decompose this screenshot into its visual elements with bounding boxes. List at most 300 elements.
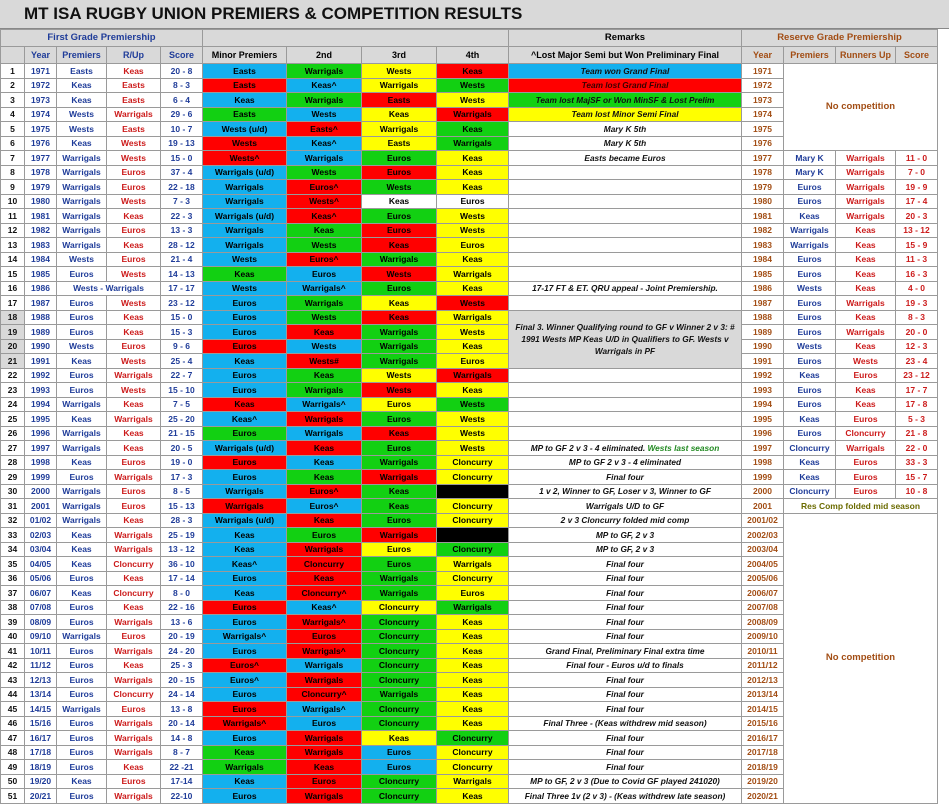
remark-cell: 2 v 3 Cloncurry folded mid comp [509, 513, 742, 528]
remark-cell: Final four - Euros u/d to finals [509, 658, 742, 673]
premiers-cell: Euros [57, 673, 107, 688]
reserve-year-cell: 1975 [742, 122, 784, 137]
fourth-place-cell: Keas [437, 702, 509, 717]
score-cell: 22 - 18 [161, 180, 203, 195]
remark-note: Wests last season [647, 442, 720, 453]
second-place-cell: Keas [287, 470, 362, 485]
premiers-cell: Wests - Warrigals [57, 281, 161, 296]
second-place-cell: Euros [287, 629, 362, 644]
second-place-cell: Euros^ [287, 484, 362, 499]
reserve-score-cell: 20 - 3 [896, 209, 938, 224]
no-competition-note: No competition [784, 513, 938, 803]
row-index: 11 [1, 209, 25, 224]
remark-cell: Final four [509, 615, 742, 630]
minor-premier-cell: Euros [203, 296, 287, 311]
second-place-cell: Wests^ [287, 194, 362, 209]
third-place-cell: Wests [362, 267, 437, 282]
score-cell: 20 - 5 [161, 441, 203, 456]
premiers-cell: Keas [57, 774, 107, 789]
remarks-legend-title: ^Lost Major Semi but Won Preliminary Final [509, 47, 742, 64]
runner-up-cell: Warrigals [107, 731, 161, 746]
minor-premier-cell: Euros [203, 325, 287, 340]
reserve-runner-up-cell: Keas [836, 310, 896, 325]
row-index: 34 [1, 542, 25, 557]
year-cell: 12/13 [25, 673, 57, 688]
reserve-premiers-cell: Euros [784, 194, 836, 209]
runner-up-cell: Keas [107, 310, 161, 325]
row-index: 48 [1, 745, 25, 760]
reserve-premiers-cell: Euros [784, 296, 836, 311]
runner-up-cell: Euros [107, 484, 161, 499]
row-index: 50 [1, 774, 25, 789]
minor-premier-cell: Warrigals (u/d) [203, 209, 287, 224]
reserve-year-cell: 2018/19 [742, 760, 784, 775]
row-index: 9 [1, 180, 25, 195]
reserve-year-cell: 2008/09 [742, 615, 784, 630]
premiers-cell: Warrigals [57, 238, 107, 253]
year-cell: 05/06 [25, 571, 57, 586]
second-place-cell: Euros^ [287, 499, 362, 514]
reserve-year-cell: 1997 [742, 441, 784, 456]
minor-premier-cell: Wests (u/d) [203, 122, 287, 137]
third-place-cell: Wests [362, 383, 437, 398]
premiers-cell: Euros [57, 687, 107, 702]
runner-up-cell: Cloncurry [107, 557, 161, 572]
third-place-cell: Euros [362, 412, 437, 427]
score-cell: 10 - 7 [161, 122, 203, 137]
runner-up-cell: Warrigals [107, 745, 161, 760]
row-index: 43 [1, 673, 25, 688]
minor-premier-cell: Warrigals [203, 180, 287, 195]
reserve-score-cell: 13 - 12 [896, 223, 938, 238]
second-place-cell: Cloncurry [287, 557, 362, 572]
third-place-cell: Cloncurry [362, 615, 437, 630]
fourth-place-cell: Wests [437, 426, 509, 441]
reserve-score-cell: 16 - 3 [896, 267, 938, 282]
reserve-year-cell: 1972 [742, 78, 784, 93]
row-index: 2 [1, 78, 25, 93]
reserve-premiers-cell: Euros [784, 325, 836, 340]
premiers-cell: Warrigals [57, 441, 107, 456]
score-cell: 15 - 10 [161, 383, 203, 398]
remark-cell [509, 412, 742, 427]
premiers-cell: Euros [57, 470, 107, 485]
score-cell: 9 - 6 [161, 339, 203, 354]
reserve-premiers-cell: Euros [784, 397, 836, 412]
remark-cell: Final four [509, 557, 742, 572]
remark-cell: Final four [509, 629, 742, 644]
row-index: 5 [1, 122, 25, 137]
fourth-place-cell: Keas [437, 658, 509, 673]
second-place-cell: Cloncurry^ [287, 687, 362, 702]
year-cell: 1972 [25, 78, 57, 93]
premiers-cell: Euros [57, 383, 107, 398]
row-index: 25 [1, 412, 25, 427]
score-cell: 13 - 12 [161, 542, 203, 557]
runner-up-cell: Keas [107, 600, 161, 615]
second-place-cell: Warrigals [287, 64, 362, 79]
third-place-cell: Warrigals [362, 687, 437, 702]
second-place-cell: Keas [287, 223, 362, 238]
runner-up-cell: Euros [107, 629, 161, 644]
reserve-score-cell: 17 - 8 [896, 397, 938, 412]
premiers-cell: Warrigals [57, 151, 107, 166]
year-cell: 1997 [25, 441, 57, 456]
reserve-year-cell: 2020/21 [742, 789, 784, 804]
score-cell: 22 - 3 [161, 209, 203, 224]
third-place-cell: Warrigals [362, 586, 437, 601]
second-place-cell: Warrigals [287, 731, 362, 746]
runner-up-cell: Keas [107, 426, 161, 441]
reserve-year-cell: 1985 [742, 267, 784, 282]
remark-cell [509, 180, 742, 195]
year-cell: 1999 [25, 470, 57, 485]
blank-header-cell [203, 30, 509, 47]
minor-premier-cell: Euros [203, 600, 287, 615]
minor-premier-cell: Keas [203, 542, 287, 557]
third-place-cell: Euros [362, 397, 437, 412]
year-cell: 1990 [25, 339, 57, 354]
third-place-cell: Cloncurry [362, 789, 437, 804]
fourth-place-cell: Wests [437, 209, 509, 224]
reserve-score-cell: 10 - 8 [896, 484, 938, 499]
score-cell: 20 - 19 [161, 629, 203, 644]
second-place-cell: Euros [287, 716, 362, 731]
fourth-place-cell: Keas [437, 180, 509, 195]
fourth-place-cell: Keas [437, 64, 509, 79]
runner-up-cell: Warrigals [107, 644, 161, 659]
year-cell: 1977 [25, 151, 57, 166]
reserve-runner-up-cell: Keas [836, 252, 896, 267]
reserve-year-cell: 2015/16 [742, 716, 784, 731]
remark-cell [509, 296, 742, 311]
fourth-place-cell: Keas [437, 615, 509, 630]
fourth-place-cell: Warrigals [437, 368, 509, 383]
fourth-place-cell: Cloncurry [437, 470, 509, 485]
fourth-place-cell: Keas [437, 281, 509, 296]
minor-premiers-header: Minor Premiers [203, 47, 287, 64]
third-place-cell: Keas [362, 731, 437, 746]
reserve-premiers-cell: Wests [784, 339, 836, 354]
remark-cell: 17-17 FT & ET. QRU appeal - Joint Premiership. [509, 281, 742, 296]
score-cell: 8 - 3 [161, 78, 203, 93]
fourth-place-cell: Cloncurry [437, 760, 509, 775]
premiers-cell: Keas [57, 586, 107, 601]
reserve-year-cell: 2011/12 [742, 658, 784, 673]
remark-cell: MP to GF, 2 v 3 [509, 528, 742, 543]
score-cell: 21 - 4 [161, 252, 203, 267]
row-index: 3 [1, 93, 25, 108]
third-place-cell: Euros [362, 745, 437, 760]
second-place-cell: Keas [287, 455, 362, 470]
reserve-year-cell: 2000 [742, 484, 784, 499]
remark-cell: Team lost MajSF or Won MinSF & Lost Prelim [509, 93, 742, 108]
premiers-cell: Warrigals [57, 513, 107, 528]
minor-premier-cell: Euros [203, 470, 287, 485]
remark-cell: Final Three 1v (2 v 3) - (Keas withdrew late season) [509, 789, 742, 804]
reserve-year-cell: 2014/15 [742, 702, 784, 717]
fourth-place-cell: Keas [437, 383, 509, 398]
row-index: 10 [1, 194, 25, 209]
minor-premier-cell: Euros [203, 731, 287, 746]
fourth-place-cell: Warrigals [437, 136, 509, 151]
second-place-cell: Wests [287, 310, 362, 325]
second-place-cell: Warrigals [287, 93, 362, 108]
table-row [1, 470, 938, 485]
runner-up-cell: Warrigals [107, 107, 161, 122]
year-cell: 1975 [25, 122, 57, 137]
second-place-cell: Keas^ [287, 600, 362, 615]
second-place-cell: Warrigals [287, 789, 362, 804]
score-cell: 22 - 7 [161, 368, 203, 383]
score-cell: 14 - 13 [161, 267, 203, 282]
runner-up-cell: Wests [107, 354, 161, 369]
year-cell: 1985 [25, 267, 57, 282]
runner-up-cell: Easts [107, 122, 161, 137]
second-place-cell: Wests [287, 238, 362, 253]
year-cell: 1988 [25, 310, 57, 325]
remark-cell: Easts became Euros [509, 151, 742, 166]
third-place-cell: Warrigals [362, 571, 437, 586]
premiers-cell: Warrigals [57, 499, 107, 514]
reserve-score-cell: 5 - 3 [896, 412, 938, 427]
second-place-cell: Warrigals [287, 296, 362, 311]
runner-up-cell: Euros [107, 339, 161, 354]
fourth-place-cell: Cloncurry [437, 571, 509, 586]
runner-up-cell: Euros [107, 702, 161, 717]
remark-cell [509, 194, 742, 209]
year-cell: 16/17 [25, 731, 57, 746]
reserve-year-cell: 1981 [742, 209, 784, 224]
third-place-cell: Warrigals [362, 325, 437, 340]
reserve-score-cell: 7 - 0 [896, 165, 938, 180]
third-place-cell: Keas [362, 499, 437, 514]
score-cell: 15 - 0 [161, 151, 203, 166]
second-place-cell: Warrigals^ [287, 397, 362, 412]
reserve-year-cell: 1971 [742, 64, 784, 79]
reserve-year-cell: 1988 [742, 310, 784, 325]
third-place-cell: Keas [362, 194, 437, 209]
premiers-cell: Euros [57, 600, 107, 615]
score-cell: 15 - 3 [161, 325, 203, 340]
runner-up-cell: Euros [107, 180, 161, 195]
minor-premier-cell: Warrigals^ [203, 716, 287, 731]
reserve-runner-up-cell: Warrigals [836, 180, 896, 195]
runner-up-cell: Cloncurry [107, 586, 161, 601]
second-place-cell: Keas^ [287, 136, 362, 151]
reserve-folded-note: Res Comp folded mid season [784, 499, 938, 514]
reserve-runner-up-cell: Keas [836, 397, 896, 412]
minor-premier-cell: Warrigals [203, 223, 287, 238]
score-cell: 21 - 15 [161, 426, 203, 441]
year-cell: 02/03 [25, 528, 57, 543]
second-place-cell: Keas [287, 513, 362, 528]
remark-merged-cell: Final 3. Winner Qualifying round to GF v Winner 2 v 3: # 1991 Wests MP Keas U/D in Qualifiers to GF. Wests v Warrigals in PF [509, 310, 742, 368]
runner-up-cell: Euros [107, 499, 161, 514]
reserve-runner-up-cell: Euros [836, 412, 896, 427]
premiers-cell: Keas [57, 93, 107, 108]
third-place-cell: Keas [362, 107, 437, 122]
reserve-runner-up-cell: Warrigals [836, 325, 896, 340]
runner-up-cell: Cloncurry [107, 687, 161, 702]
premiers-cell: Warrigals [57, 629, 107, 644]
premiers-header: Premiers [57, 47, 107, 64]
reserve-year-cell: 2013/14 [742, 687, 784, 702]
third-place-cell: Keas [362, 426, 437, 441]
row-index: 29 [1, 470, 25, 485]
table-row [1, 354, 938, 369]
remark-cell [509, 223, 742, 238]
fourth-place-cell: Euros [437, 586, 509, 601]
runner-up-header: R/Up [107, 47, 161, 64]
remark-cell [509, 441, 742, 456]
remark-cell: Team lost Grand Final [509, 78, 742, 93]
minor-premier-cell: Keas [203, 397, 287, 412]
minor-premier-cell: Keas [203, 528, 287, 543]
score-cell: 8 - 5 [161, 484, 203, 499]
year-header: Year [25, 47, 57, 64]
runner-up-cell: Keas [107, 325, 161, 340]
reserve-score-cell: 23 - 12 [896, 368, 938, 383]
fourth-place-cell: Warrigals [437, 107, 509, 122]
reserve-year-cell: 1986 [742, 281, 784, 296]
score-cell: 36 - 10 [161, 557, 203, 572]
second-place-cell: Keas [287, 368, 362, 383]
third-place-cell: Euros [362, 513, 437, 528]
table-row [1, 165, 938, 180]
minor-premier-cell: Warrigals [203, 238, 287, 253]
minor-premier-cell: Euros [203, 644, 287, 659]
fourth-header: 4th [437, 47, 509, 64]
runner-up-cell: Easts [107, 93, 161, 108]
reserve-year-cell: 2005/06 [742, 571, 784, 586]
second-place-cell: Wests [287, 107, 362, 122]
third-place-cell: Warrigals [362, 528, 437, 543]
minor-premier-cell: Easts [203, 64, 287, 79]
year-cell: 1996 [25, 426, 57, 441]
third-place-cell: Euros [362, 557, 437, 572]
remark-cell [509, 368, 742, 383]
reserve-year-cell: 1974 [742, 107, 784, 122]
fourth-place-cell: Euros [437, 354, 509, 369]
fourth-place-cell: Keas [437, 789, 509, 804]
minor-premier-cell: Euros [203, 383, 287, 398]
fourth-place-cell: Keas [437, 122, 509, 137]
reserve-runner-up-cell: Keas [836, 223, 896, 238]
second-place-cell: Warrigals^ [287, 644, 362, 659]
premiers-cell: Keas [57, 542, 107, 557]
reserve-score-cell: 11 - 0 [896, 151, 938, 166]
minor-premier-cell: Warrigals [203, 194, 287, 209]
minor-premier-cell: Euros [203, 368, 287, 383]
table-row [1, 296, 938, 311]
table-row [1, 325, 938, 340]
year-cell: 11/12 [25, 658, 57, 673]
third-place-cell: Euros [362, 223, 437, 238]
table-row [1, 426, 938, 441]
row-index: 35 [1, 557, 25, 572]
second-place-cell: Warrigals [287, 658, 362, 673]
premiers-cell: Euros [57, 760, 107, 775]
fourth-place-cell: Wests [437, 78, 509, 93]
remark-cell: MP to GF, 2 v 3 (Due to Covid GF played 241020) [509, 774, 742, 789]
table-row [1, 368, 938, 383]
fourth-place-cell: Keas [437, 252, 509, 267]
year-cell: 1989 [25, 325, 57, 340]
third-place-cell: Euros [362, 760, 437, 775]
second-place-cell: Keas^ [287, 78, 362, 93]
reserve-premiers-cell: Mary K [784, 151, 836, 166]
runner-up-cell: Keas [107, 238, 161, 253]
third-place-cell: Warrigals [362, 470, 437, 485]
minor-premier-cell: Euros [203, 687, 287, 702]
premiers-cell: Warrigals [57, 180, 107, 195]
score-cell: 22-10 [161, 789, 203, 804]
third-place-cell: Wests [362, 368, 437, 383]
minor-premier-cell: Euros [203, 789, 287, 804]
premiers-cell: Easts [57, 64, 107, 79]
score-cell: 28 - 3 [161, 513, 203, 528]
reserve-score-cell: 15 - 7 [896, 470, 938, 485]
score-cell: 24 - 20 [161, 644, 203, 659]
score-cell: 19 - 13 [161, 136, 203, 151]
reserve-year-cell: 1987 [742, 296, 784, 311]
second-place-cell: Keas [287, 760, 362, 775]
row-index: 40 [1, 629, 25, 644]
fourth-place-cell: Wests [437, 223, 509, 238]
remark-cell: Final Three - (Keas withdrew mid season) [509, 716, 742, 731]
reserve-premiers-cell: Euros [784, 383, 836, 398]
fourth-place-cell: Euros [437, 194, 509, 209]
reserve-runner-up-cell: Warrigals [836, 165, 896, 180]
reserve-year-cell: 2009/10 [742, 629, 784, 644]
third-header: 3rd [362, 47, 437, 64]
score-cell: 6 - 4 [161, 93, 203, 108]
second-place-cell: Wests# [287, 354, 362, 369]
reserve-year-cell: 2010/11 [742, 644, 784, 659]
minor-premier-cell: Keas [203, 354, 287, 369]
year-cell: 1974 [25, 107, 57, 122]
second-place-cell: Warrigals [287, 151, 362, 166]
score-header: Score [161, 47, 203, 64]
reserve-year-cell: 2007/08 [742, 600, 784, 615]
table-row [1, 267, 938, 282]
row-index: 8 [1, 165, 25, 180]
reserve-year-cell: 1993 [742, 383, 784, 398]
premiers-cell: Euros [57, 745, 107, 760]
reserve-score-cell: 19 - 3 [896, 296, 938, 311]
reserve-runner-up-cell: Keas [836, 339, 896, 354]
year-cell: 1994 [25, 397, 57, 412]
score-cell: 14 - 8 [161, 731, 203, 746]
premiers-cell: Warrigals [57, 484, 107, 499]
remark-cell: Grand Final, Preliminary Final extra time [509, 644, 742, 659]
row-index: 16 [1, 281, 25, 296]
second-place-cell: Keas^ [287, 209, 362, 224]
year-cell: 20/21 [25, 789, 57, 804]
minor-premier-cell: Keas [203, 93, 287, 108]
year-cell: 13/14 [25, 687, 57, 702]
fourth-place-cell: Keas [437, 716, 509, 731]
minor-premier-cell: Easts [203, 78, 287, 93]
second-place-cell: Warrigals^ [287, 615, 362, 630]
remark-cell [509, 426, 742, 441]
reserve-premiers-cell: Keas [784, 368, 836, 383]
premiers-cell: Wests [57, 107, 107, 122]
third-place-cell: Keas [362, 310, 437, 325]
table-row [1, 64, 938, 79]
reserve-premiers-cell: Warrigals [784, 238, 836, 253]
